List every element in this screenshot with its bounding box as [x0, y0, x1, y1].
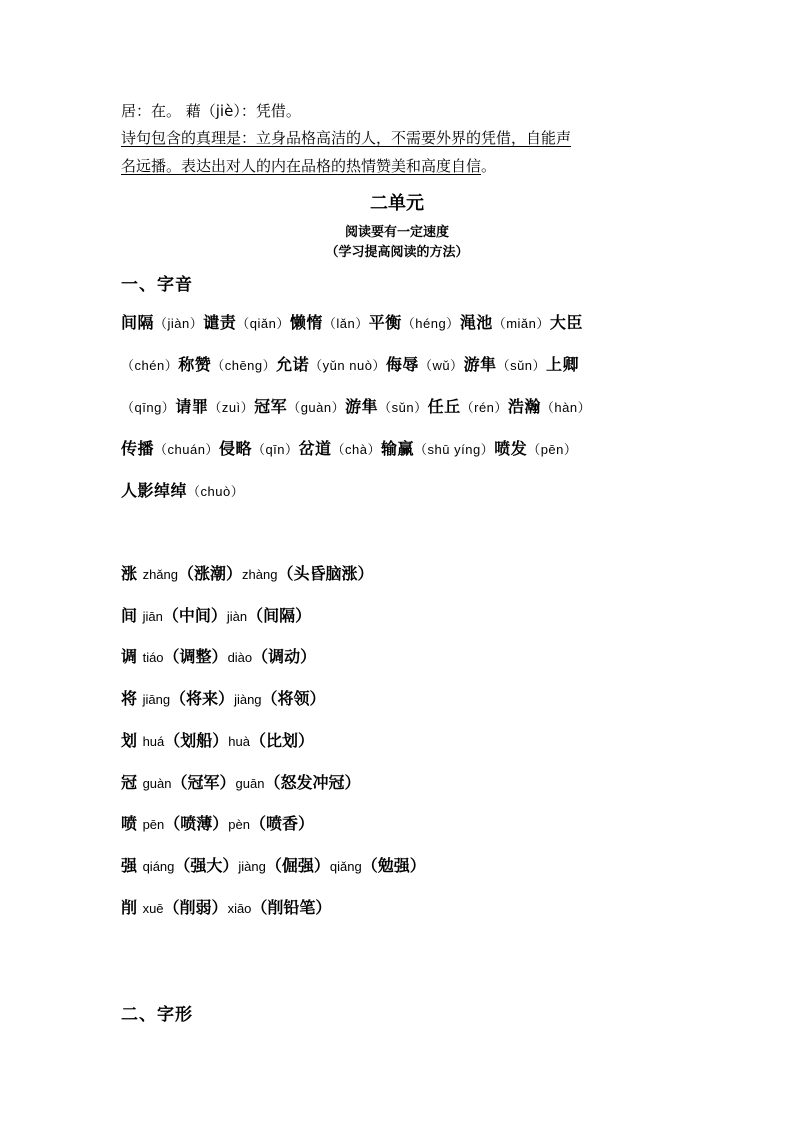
polyphone-char: 削 — [121, 898, 143, 917]
word: 谴责 — [203, 313, 237, 332]
word: 大臣 — [549, 313, 583, 332]
pinyin: （zuì） — [208, 400, 255, 415]
polyphone-row — [121, 603, 311, 626]
example-word: （削弱） — [163, 898, 228, 917]
pinyin: （guàn） — [287, 400, 346, 415]
pinyin: guān — [235, 776, 265, 791]
section-1-title: 一、字音 — [121, 275, 193, 295]
pinyin: jiān — [142, 609, 163, 624]
example-word: （调整） — [163, 647, 228, 666]
pinyin: huà — [228, 734, 250, 749]
pinyin: （yǔn nuò） — [309, 358, 386, 373]
pinyin: zhàng — [242, 567, 278, 582]
lesson-title: 阅读要有一定速度 — [344, 225, 449, 240]
truth-part2: 名远播。表达出对人的内在品格的热情赞美和高度自信 — [121, 157, 482, 175]
polyphone-char: 划 — [121, 731, 143, 750]
word: 喷发 — [494, 439, 528, 458]
pinyin: （miǎn） — [492, 316, 550, 331]
section-2-title: 二、字形 — [121, 1005, 193, 1025]
example-word: （勉强） — [361, 856, 426, 875]
word: 间隔 — [121, 313, 155, 332]
polyphone-char: 间 — [121, 606, 143, 625]
word: 请罪 — [175, 397, 209, 416]
char-row — [121, 352, 579, 375]
pinyin: （shū yíng） — [414, 442, 495, 457]
polyphone-row — [121, 561, 373, 584]
example-word: （划船） — [164, 731, 229, 750]
char-row — [121, 310, 583, 333]
pinyin: jiāng — [142, 692, 171, 707]
polyphone-char: 冠 — [121, 773, 143, 792]
example-word: （将领） — [261, 689, 326, 708]
note-line: 居：在。 藉（jiè）：凭借。 — [121, 102, 301, 120]
polyphone-row — [121, 770, 360, 793]
polyphone-char: 将 — [121, 689, 143, 708]
pinyin: （wǔ） — [418, 358, 464, 373]
word: 游隼 — [345, 397, 379, 416]
word: 游隼 — [463, 355, 497, 374]
polyphone-row — [121, 811, 314, 834]
word: 侮辱 — [385, 355, 419, 374]
word: 人影绰绰 — [121, 481, 188, 500]
char-row — [121, 478, 244, 501]
pinyin: tiáo — [142, 650, 164, 665]
pinyin: （chén） — [121, 358, 179, 373]
polyphone-row — [121, 895, 331, 918]
polyphone-char: 喷 — [121, 814, 143, 833]
word: 懒惰 — [289, 313, 323, 332]
example-word: （比划） — [250, 731, 315, 750]
pinyin: （lǎn） — [322, 316, 369, 331]
example-word: （倔强） — [265, 856, 330, 875]
polyphone-row — [121, 853, 426, 876]
pinyin: （sǔn） — [378, 400, 428, 415]
word: 允诺 — [276, 355, 310, 374]
polyphone-char: 涨 — [121, 564, 143, 583]
pinyin: jiàng — [234, 692, 262, 707]
char-row — [121, 436, 577, 459]
word: 岔道 — [298, 439, 332, 458]
pinyin: xiāo — [227, 901, 252, 916]
pinyin: xuē — [142, 901, 164, 916]
word: 侵略 — [218, 439, 252, 458]
word: 传播 — [121, 439, 155, 458]
example-word: （将来） — [170, 689, 235, 708]
pinyin: jiàng — [238, 859, 266, 874]
truth-part1: 立身品格高洁的人，不需要外界的凭借，自能声 — [256, 129, 572, 147]
word: 上卿 — [546, 355, 580, 374]
example-word: （削铅笔） — [251, 898, 332, 917]
word: 浩瀚 — [507, 397, 541, 416]
pinyin: zhǎng — [142, 567, 178, 582]
pinyin: diào — [227, 650, 253, 665]
example-word: （间隔） — [247, 606, 312, 625]
pinyin: （chuán） — [154, 442, 219, 457]
pinyin: （qīn） — [251, 442, 299, 457]
example-word: （冠军） — [171, 773, 236, 792]
example-word: （涨潮） — [178, 564, 243, 583]
example-word: （调动） — [252, 647, 317, 666]
unit-title: 二单元 — [370, 193, 424, 214]
word: 任丘 — [427, 397, 461, 416]
pinyin: （chēng） — [211, 358, 277, 373]
pinyin: （chuò） — [187, 484, 245, 499]
pinyin: huá — [142, 734, 165, 749]
pinyin: qiáng — [142, 859, 175, 874]
pinyin: pēn — [142, 817, 165, 832]
example-word: （头昏脑涨） — [277, 564, 374, 583]
pinyin: （sǔn） — [496, 358, 547, 373]
truth-line-2 — [121, 155, 496, 176]
truth-prefix: 诗句包含的真理是： — [121, 129, 257, 147]
lesson-subtitle: （学习提高阅读的方法） — [325, 245, 469, 260]
pinyin: （chà） — [331, 442, 382, 457]
char-row — [121, 394, 591, 417]
example-word: （喷香） — [250, 814, 315, 833]
word: 渑池 — [459, 313, 493, 332]
pinyin: （hàn） — [540, 400, 592, 415]
example-word: （强大） — [174, 856, 239, 875]
pinyin: （rén） — [460, 400, 508, 415]
pinyin: （jiàn） — [154, 316, 204, 331]
pinyin: （qīng） — [121, 400, 176, 415]
polyphone-char: 强 — [121, 856, 143, 875]
polyphone-row — [121, 644, 316, 667]
polyphone-row — [121, 686, 326, 709]
pinyin: （héng） — [401, 316, 460, 331]
word: 平衡 — [368, 313, 402, 332]
polyphone-char: 调 — [121, 647, 143, 666]
pinyin: （pēn） — [527, 442, 578, 457]
word: 称赞 — [178, 355, 212, 374]
word: 输赢 — [381, 439, 415, 458]
truth-line-1 — [121, 127, 571, 148]
example-word: （怒发冲冠） — [264, 773, 361, 792]
pinyin: jiàn — [226, 609, 248, 624]
truth-end: 。 — [481, 157, 497, 175]
polyphone-row — [121, 728, 314, 751]
word: 冠军 — [254, 397, 288, 416]
example-word: （喷薄） — [164, 814, 229, 833]
example-word: （中间） — [162, 606, 227, 625]
pinyin: （qiǎn） — [236, 316, 290, 331]
pinyin: pèn — [228, 817, 250, 832]
pinyin: guàn — [142, 776, 172, 791]
pinyin: qiǎng — [329, 859, 362, 874]
